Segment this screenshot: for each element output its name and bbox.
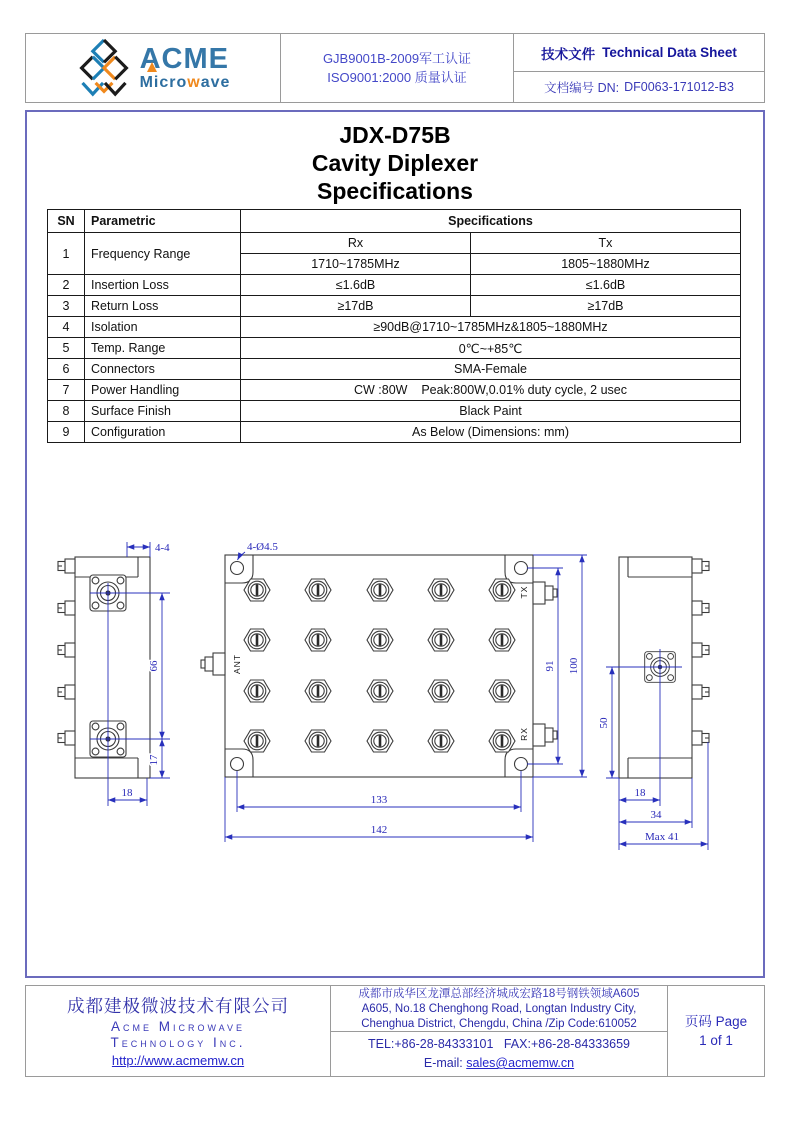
document-type-zh: 技术文件 <box>541 46 596 62</box>
parametric-cell: Surface Finish <box>85 401 241 422</box>
header-document-info <box>514 34 764 102</box>
right-side-view <box>598 557 709 850</box>
table-header-row <box>48 210 741 233</box>
dimension-label-18-left: 18 <box>121 787 133 799</box>
address-zh: 成都市成华区龙潭总部经济城成宏路18号钢铁领域A605 <box>358 988 640 1000</box>
brand-name <box>140 45 231 74</box>
logo-diamond-icon <box>76 37 132 99</box>
document-number <box>514 72 764 102</box>
table-row <box>48 338 741 359</box>
document-number-value: DF0063-171012-B3 <box>624 80 734 94</box>
left-side-view <box>58 542 170 806</box>
sn-cell: 3 <box>48 296 85 317</box>
top-view <box>201 541 587 842</box>
footer-company <box>26 986 331 1076</box>
panel-screw <box>692 685 709 699</box>
address-en-line2: Chenghua District, Chengdu, China /Zip Code:610052 <box>361 1018 637 1030</box>
logo <box>26 34 281 102</box>
panel-screw <box>692 601 709 615</box>
email-line <box>331 1054 667 1073</box>
page-value: 1 of 1 <box>699 1033 733 1048</box>
tel: TEL:+86-28-84333101 <box>367 1037 494 1051</box>
col-header-specifications: Specifications <box>241 210 741 233</box>
dimension-label-91: 91 <box>544 660 556 672</box>
sn-cell: 2 <box>48 275 85 296</box>
value-cell: CW :80W Peak:800W,0.01% duty cycle, 2 usec <box>241 380 741 401</box>
document-type <box>514 34 764 72</box>
sn-cell: 6 <box>48 359 85 380</box>
value-cell: ≥17dB <box>241 296 471 317</box>
certification-line-2: ISO9001:2000 质量认证 <box>327 70 467 85</box>
panel-screw <box>58 685 75 699</box>
panel-screw <box>58 559 75 573</box>
company-website <box>26 1052 330 1070</box>
mounting-hole <box>515 562 528 575</box>
value-cell: ≤1.6dB <box>241 275 471 296</box>
table-row <box>48 422 741 443</box>
dimension-label-34: 34 <box>650 809 662 821</box>
parametric-cell: Configuration <box>85 422 241 443</box>
table-row <box>48 380 741 401</box>
panel-screw <box>58 731 75 745</box>
footer-page <box>668 986 764 1076</box>
title-product: Cavity Diplexer <box>311 150 479 176</box>
table-row <box>48 359 741 380</box>
specification-table <box>47 209 741 443</box>
mounting-hole <box>515 758 528 771</box>
email-label: E-mail: <box>423 1056 463 1070</box>
dimension-label-4-4: 4-4 <box>155 542 170 554</box>
dimension-label-142: 142 <box>370 824 388 836</box>
certifications <box>281 34 514 102</box>
col-header-parametric: Parametric <box>85 210 241 233</box>
panel-screw <box>692 559 709 573</box>
parametric-cell: Power Handling <box>85 380 241 401</box>
sn-cell: 7 <box>48 380 85 401</box>
sn-cell: 8 <box>48 401 85 422</box>
value-cell: ≥17dB <box>471 296 741 317</box>
website-link[interactable]: http://www.acmemw.cn <box>111 1052 245 1068</box>
dimension-label-holes: 4-Ø4.5 <box>247 541 278 553</box>
panel-screw <box>58 643 75 657</box>
document-type-en: Technical Data Sheet <box>602 45 737 60</box>
panel-screw <box>58 601 75 615</box>
parametric-cell: Isolation <box>85 317 241 338</box>
brand-name-text: ACME <box>139 43 229 75</box>
brand-subname: Microwave <box>139 74 231 91</box>
panel-screw <box>692 731 709 745</box>
sn-cell: 9 <box>48 422 85 443</box>
ant-port <box>201 653 225 675</box>
table-row <box>48 233 741 254</box>
value-cell: SMA-Female <box>241 359 741 380</box>
tel-fax-line <box>331 1035 667 1054</box>
email-link[interactable]: sales@acmemw.cn <box>466 1056 575 1070</box>
certification-line-1: GJB9001B-2009军工认证 <box>322 51 472 66</box>
parametric-cell: Insertion Loss <box>85 275 241 296</box>
table-row <box>48 275 741 296</box>
sn-cell: 5 <box>48 338 85 359</box>
parametric-cell: Return Loss <box>85 296 241 317</box>
dimension-label-18-right: 18 <box>634 787 646 799</box>
table-row <box>48 296 741 317</box>
title-word: Specifications <box>317 178 473 204</box>
dimension-label-50: 50 <box>598 717 610 729</box>
value-cell: ≥90dB@1710~1785MHz&1805~1880MHz <box>241 317 741 338</box>
sn-cell: 4 <box>48 317 85 338</box>
rx-header-cell: Rx <box>241 233 471 254</box>
address-en-line1: A605, No.18 Chenghong Road, Longtan Industry City, <box>361 1003 637 1015</box>
footer-contact <box>331 986 668 1076</box>
table-row <box>48 317 741 338</box>
document-number-label: 文档编号 DN: <box>544 81 620 95</box>
value-cell: As Below (Dimensions: mm) <box>241 422 741 443</box>
value-cell: Black Paint <box>241 401 741 422</box>
dimension-label-max41: Max 41 <box>645 831 679 843</box>
company-name-zh: 成都建极微波技术有限公司 <box>67 995 289 1016</box>
footer <box>25 985 765 1077</box>
parametric-cell: Connectors <box>85 359 241 380</box>
dimension-label-133: 133 <box>370 794 388 806</box>
company-address <box>331 986 667 1032</box>
fax: FAX:+86-28-84333659 <box>503 1037 631 1051</box>
page-label: 页码 Page <box>684 1014 748 1029</box>
tx-port <box>533 582 557 604</box>
mounting-hole <box>231 758 244 771</box>
header <box>25 33 765 103</box>
col-header-sn: SN <box>48 210 85 233</box>
dimension-label-100: 100 <box>568 657 580 675</box>
title-model: JDX-D75B <box>339 122 451 148</box>
tx-header-cell: Tx <box>471 233 741 254</box>
technical-drawing <box>25 480 765 880</box>
table-row <box>48 401 741 422</box>
value-cell: 0℃~+85℃ <box>241 338 741 359</box>
sn-cell: 1 <box>48 233 85 275</box>
page-title <box>25 121 765 205</box>
dimension-label-66: 66 <box>148 660 160 672</box>
brand-a-triangle-icon <box>147 62 157 72</box>
rx-frequency-cell: 1710~1785MHz <box>241 254 471 275</box>
port-label-rx: RX <box>519 727 529 741</box>
parametric-cell: Temp. Range <box>85 338 241 359</box>
tx-frequency-cell: 1805~1880MHz <box>471 254 741 275</box>
mounting-hole <box>231 562 244 575</box>
panel-screw <box>692 643 709 657</box>
dimension-label-17: 17 <box>148 754 160 766</box>
contact-lines <box>331 1032 667 1076</box>
value-cell: ≤1.6dB <box>471 275 741 296</box>
rx-port <box>533 724 557 746</box>
port-label-ant: ANT <box>232 654 242 674</box>
port-label-tx: TX <box>519 585 529 599</box>
parametric-cell: Frequency Range <box>85 233 241 275</box>
company-name-en: Acme Microwave Technology Inc. <box>110 1018 246 1050</box>
